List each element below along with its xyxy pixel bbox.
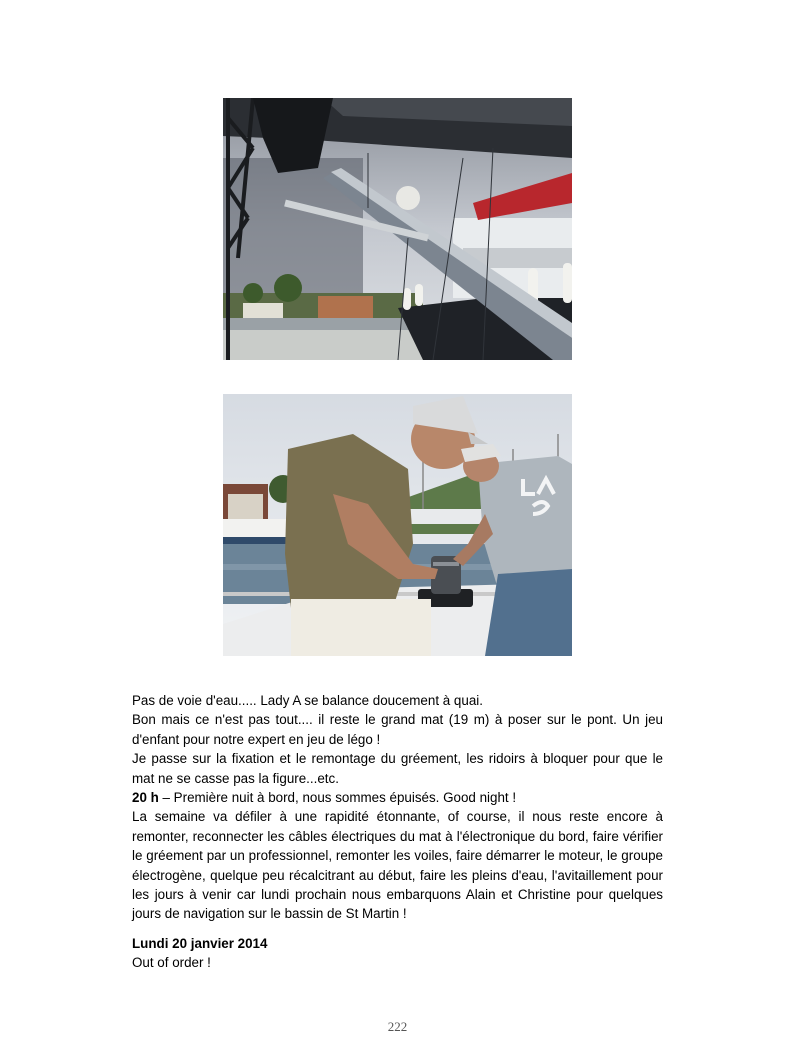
paragraph: Je passe sur la fixation et le remontage du gréement, les ridoirs à bloquer pour que le mat ne se casse pas la figure...etc. (132, 751, 663, 786)
men-working-on-deck-photo (223, 394, 572, 656)
time-label: 20 h (132, 790, 159, 806)
page-number: 222 (387, 1019, 408, 1034)
paragraph: Bon mais ce n'est pas tout.... il reste le grand mat (19 m) à poser sur le pont. Un jeu d'enfant pour notre expert en jeu de légo ! (132, 712, 663, 747)
paragraph (132, 788, 663, 807)
date-heading: Lundi 20 janvier 2014 (132, 935, 268, 951)
paragraph: La semaine va défiler à une rapidité étonnante, of course, il nous reste encore à remonter, reconnecter les câbles électriques du mat à l'électronique du bord, faire vérifier le gréement par un professionnel, remonter les voiles, faire démarrer le moteur, le groupe électrogène, quelque peu récalcitrant au début, faire les pleins d'eau, l'avitaillement pour les jours à venir car lundi prochain nous embarquons Alain et Christine pour quelques jours de navigation sur le bassin de St Martin ! (132, 809, 663, 922)
paragraph: Out of order ! (132, 955, 211, 971)
article-body (132, 691, 663, 973)
paragraph: Pas de voie d'eau..... Lady A se balance doucement à quai. (132, 693, 483, 708)
paragraph-text: – Première nuit à bord, nous sommes épuisés. Good night ! (158, 790, 517, 806)
boat-hoist-photo (223, 98, 572, 360)
